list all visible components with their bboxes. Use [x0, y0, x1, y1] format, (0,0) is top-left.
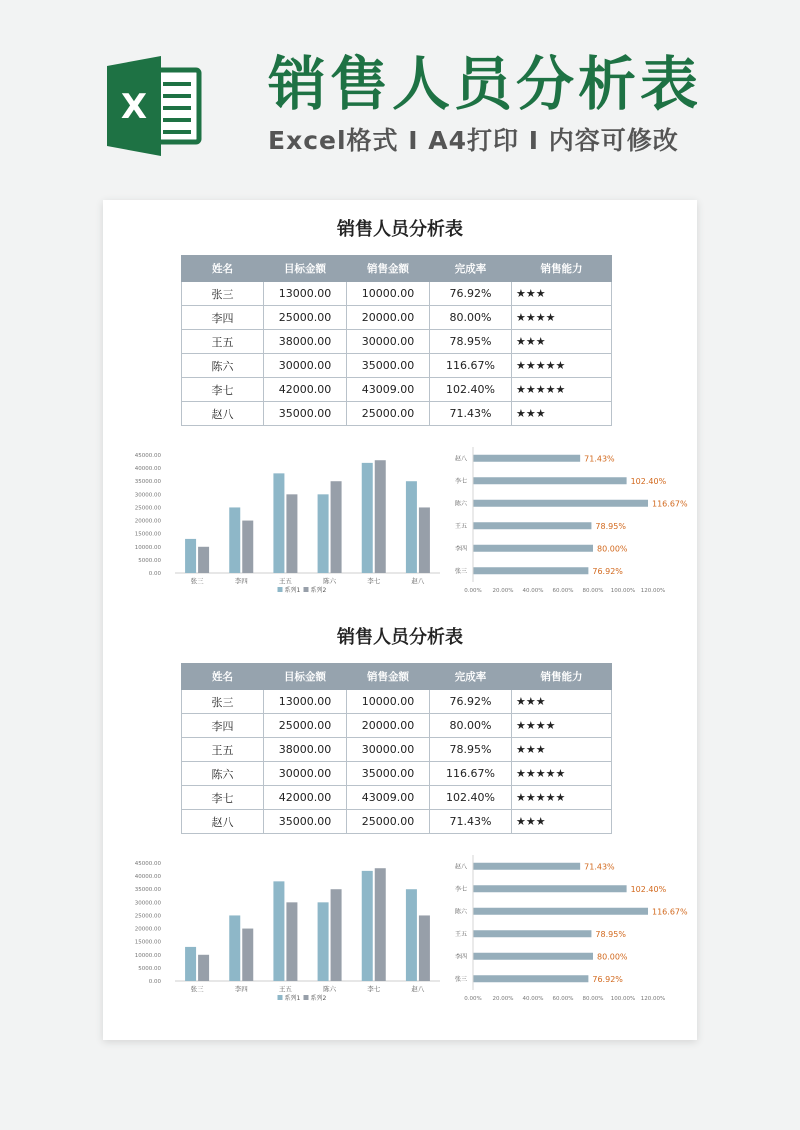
- cell-ability[interactable]: ★★★: [512, 738, 612, 762]
- bar-系列1-赵八: [406, 889, 417, 981]
- hbar-李七: [473, 885, 627, 892]
- x-tick-label: 王五: [278, 577, 292, 585]
- legend-swatch: [278, 587, 283, 592]
- y-tick-label: 20000.00: [134, 518, 161, 525]
- legend-label: 系列2: [310, 995, 327, 1002]
- bar-系列1-李四: [229, 507, 240, 573]
- cell-sales[interactable]: 35000.00: [347, 354, 430, 378]
- cell-name[interactable]: 张三: [182, 282, 264, 306]
- cell-ability[interactable]: ★★★: [512, 690, 612, 714]
- cell-ability[interactable]: ★★★★★: [512, 786, 612, 810]
- cell-rate[interactable]: 116.67%: [430, 354, 512, 378]
- header-ability: 销售能力: [512, 256, 612, 282]
- y-tick-label: 0.00: [148, 571, 161, 577]
- y-tick-label: 40000.00: [134, 874, 161, 881]
- table-row: [182, 378, 612, 402]
- hbar-王五: [473, 930, 591, 937]
- table-row: [182, 786, 612, 810]
- hbar-赵八: [473, 863, 580, 870]
- cell-sales[interactable]: 30000.00: [347, 738, 430, 762]
- y-tick-label: 25000.00: [134, 505, 161, 512]
- cell-ability[interactable]: ★★★: [512, 402, 612, 426]
- cell-target[interactable]: 42000.00: [264, 786, 347, 810]
- cell-name[interactable]: 张三: [182, 690, 264, 714]
- cell-ability[interactable]: ★★★★★: [512, 378, 612, 402]
- x-tick-label: 李七: [367, 577, 381, 585]
- bar-系列2-王五: [286, 902, 297, 981]
- y-tick-label: 40000.00: [134, 466, 161, 473]
- sales-bar-chart: [123, 853, 453, 1013]
- cell-target[interactable]: 30000.00: [264, 762, 347, 786]
- cell-name[interactable]: 李四: [182, 714, 264, 738]
- x-tick-label: 60.00%: [552, 996, 574, 1002]
- cell-sales[interactable]: 10000.00: [347, 282, 430, 306]
- x-tick-label: 0.00%: [464, 588, 482, 594]
- cell-target[interactable]: 25000.00: [264, 306, 347, 330]
- sales-table: [181, 663, 612, 834]
- y-category-label: 张三: [454, 567, 467, 575]
- x-tick-label: 20.00%: [492, 996, 514, 1002]
- cell-sales[interactable]: 25000.00: [347, 810, 430, 834]
- y-category-label: 赵八: [454, 455, 467, 463]
- y-tick-label: 10000.00: [134, 952, 161, 959]
- completion-rate-chart: [443, 853, 688, 1003]
- cell-rate[interactable]: 80.00%: [430, 306, 512, 330]
- sales-table: [181, 255, 612, 426]
- y-tick-label: 10000.00: [134, 544, 161, 551]
- x-tick-label: 120.00%: [640, 588, 666, 594]
- x-tick-label: 60.00%: [552, 588, 574, 594]
- data-label: 116.67%: [652, 499, 688, 509]
- y-category-label: 李七: [454, 885, 467, 893]
- x-tick-label: 李四: [234, 985, 248, 993]
- y-tick-label: 15000.00: [134, 531, 161, 538]
- cell-sales[interactable]: 20000.00: [347, 714, 430, 738]
- y-category-label: 王五: [454, 522, 467, 530]
- cell-name[interactable]: 陈六: [182, 762, 264, 786]
- cell-sales[interactable]: 20000.00: [347, 306, 430, 330]
- legend-label: 系列1: [284, 995, 301, 1002]
- cell-sales[interactable]: 25000.00: [347, 402, 430, 426]
- x-tick-label: 0.00%: [464, 996, 482, 1002]
- bar-系列2-李七: [375, 868, 386, 981]
- bar-系列2-赵八: [419, 507, 430, 573]
- bar-系列1-王五: [273, 881, 284, 981]
- legend-swatch: [304, 995, 309, 1000]
- cell-ability[interactable]: ★★★: [512, 330, 612, 354]
- completion-rate-chart: [443, 445, 688, 595]
- y-category-label: 赵八: [454, 863, 467, 871]
- page-title: 销售人员分析表: [268, 50, 703, 118]
- cell-rate[interactable]: 80.00%: [430, 714, 512, 738]
- cell-target[interactable]: 35000.00: [264, 402, 347, 426]
- bar-系列2-李四: [242, 929, 253, 981]
- legend-label: 系列1: [284, 587, 301, 594]
- data-label: 76.92%: [592, 566, 623, 576]
- cell-ability[interactable]: ★★★: [512, 810, 612, 834]
- cell-sales[interactable]: 43009.00: [347, 378, 430, 402]
- y-tick-label: 15000.00: [134, 939, 161, 946]
- cell-rate[interactable]: 116.67%: [430, 762, 512, 786]
- y-tick-label: 30000.00: [134, 492, 161, 499]
- sheet-section-1: [103, 200, 697, 600]
- x-tick-label: 陈六: [323, 985, 337, 993]
- header-target: 目标金额: [264, 256, 347, 282]
- hbar-陈六: [473, 908, 648, 915]
- cell-ability[interactable]: ★★★★★: [512, 354, 612, 378]
- table-row: [182, 738, 612, 762]
- cell-rate[interactable]: 102.40%: [430, 378, 512, 402]
- bar-系列1-李七: [362, 871, 373, 981]
- table-row: [182, 690, 612, 714]
- cell-name[interactable]: 陈六: [182, 354, 264, 378]
- table-row: [182, 330, 612, 354]
- data-label: 102.40%: [630, 476, 667, 486]
- cell-target[interactable]: 35000.00: [264, 810, 347, 834]
- logo-letter: X: [120, 87, 148, 127]
- cell-name[interactable]: 赵八: [182, 810, 264, 834]
- y-category-label: 陈六: [454, 908, 467, 916]
- header-sales: 销售金额: [347, 664, 430, 690]
- cell-ability[interactable]: ★★★: [512, 282, 612, 306]
- hbar-赵八: [473, 455, 580, 462]
- data-label: 71.43%: [584, 862, 615, 872]
- bar-系列1-张三: [185, 539, 196, 573]
- legend-swatch: [304, 587, 309, 592]
- table-row: [182, 306, 612, 330]
- cell-name[interactable]: 李七: [182, 378, 264, 402]
- cell-ability[interactable]: ★★★★: [512, 714, 612, 738]
- bar-系列1-陈六: [318, 902, 329, 981]
- y-tick-label: 45000.00: [134, 861, 161, 867]
- bar-系列1-张三: [185, 947, 196, 981]
- data-label: 80.00%: [597, 952, 628, 962]
- table-row: [182, 810, 612, 834]
- hbar-张三: [473, 567, 588, 574]
- cell-sales[interactable]: 35000.00: [347, 762, 430, 786]
- cell-target[interactable]: 42000.00: [264, 378, 347, 402]
- header-target: 目标金额: [264, 664, 347, 690]
- hbar-王五: [473, 522, 591, 529]
- bar-系列2-张三: [198, 955, 209, 981]
- sheet-section-2: [103, 608, 697, 1008]
- y-tick-label: 25000.00: [134, 913, 161, 920]
- y-tick-label: 20000.00: [134, 926, 161, 933]
- x-tick-label: 20.00%: [492, 588, 514, 594]
- sales-bar-chart: [123, 445, 453, 605]
- cell-rate[interactable]: 76.92%: [430, 690, 512, 714]
- header-rate: 完成率: [430, 256, 512, 282]
- data-label: 80.00%: [597, 544, 628, 554]
- page-subtitle: Excel格式 I A4打印 I 内容可修改: [268, 126, 679, 155]
- cell-rate[interactable]: 78.95%: [430, 330, 512, 354]
- y-tick-label: 30000.00: [134, 900, 161, 907]
- y-category-label: 李四: [454, 545, 467, 553]
- cell-ability[interactable]: ★★★★: [512, 306, 612, 330]
- x-tick-label: 李七: [367, 985, 381, 993]
- x-tick-label: 王五: [278, 985, 292, 993]
- data-label: 78.95%: [595, 929, 626, 939]
- cell-name[interactable]: 王五: [182, 738, 264, 762]
- bar-系列2-王五: [286, 494, 297, 573]
- cell-target[interactable]: 13000.00: [264, 282, 347, 306]
- sheet-title: 销售人员分析表: [337, 627, 463, 648]
- y-tick-label: 5000.00: [138, 557, 161, 564]
- y-tick-label: 45000.00: [134, 453, 161, 459]
- cell-name[interactable]: 王五: [182, 330, 264, 354]
- x-tick-label: 40.00%: [522, 588, 544, 594]
- bar-系列1-赵八: [406, 481, 417, 573]
- hbar-张三: [473, 975, 588, 982]
- x-tick-label: 陈六: [323, 577, 337, 585]
- bar-系列2-李七: [375, 460, 386, 573]
- a4-paper: [103, 200, 697, 1040]
- cell-sales[interactable]: 10000.00: [347, 690, 430, 714]
- x-tick-label: 赵八: [411, 985, 425, 993]
- x-tick-label: 100.00%: [610, 588, 636, 594]
- table-row: [182, 354, 612, 378]
- bar-系列2-陈六: [331, 481, 342, 573]
- excel-logo-icon: [103, 56, 203, 156]
- cell-ability[interactable]: ★★★★★: [512, 762, 612, 786]
- header-ability: 销售能力: [512, 664, 612, 690]
- header-name: 姓名: [182, 256, 264, 282]
- x-tick-label: 张三: [190, 985, 204, 993]
- hbar-陈六: [473, 500, 648, 507]
- table-row: [182, 714, 612, 738]
- hbar-李七: [473, 477, 627, 484]
- bar-系列2-李四: [242, 521, 253, 573]
- cell-sales[interactable]: 30000.00: [347, 330, 430, 354]
- bar-系列2-张三: [198, 547, 209, 573]
- cell-target[interactable]: 30000.00: [264, 354, 347, 378]
- data-label: 116.67%: [652, 907, 688, 917]
- y-tick-label: 35000.00: [134, 887, 161, 894]
- header-sales: 销售金额: [347, 256, 430, 282]
- data-label: 78.95%: [595, 521, 626, 531]
- y-category-label: 李四: [454, 953, 467, 961]
- x-tick-label: 100.00%: [610, 996, 636, 1002]
- bar-系列2-陈六: [331, 889, 342, 981]
- table-header-row: [182, 664, 612, 690]
- cell-target[interactable]: 13000.00: [264, 690, 347, 714]
- table-row: [182, 282, 612, 306]
- cell-name[interactable]: 李四: [182, 306, 264, 330]
- legend-swatch: [278, 995, 283, 1000]
- x-tick-label: 李四: [234, 577, 248, 585]
- cell-rate[interactable]: 78.95%: [430, 738, 512, 762]
- legend-label: 系列2: [310, 587, 327, 594]
- data-label: 71.43%: [584, 454, 615, 464]
- cell-target[interactable]: 38000.00: [264, 330, 347, 354]
- x-tick-label: 80.00%: [582, 588, 604, 594]
- cell-rate[interactable]: 102.40%: [430, 786, 512, 810]
- cell-name[interactable]: 赵八: [182, 402, 264, 426]
- sheet-title: 销售人员分析表: [337, 219, 463, 240]
- x-tick-label: 赵八: [411, 577, 425, 585]
- cell-rate[interactable]: 71.43%: [430, 810, 512, 834]
- cell-target[interactable]: 38000.00: [264, 738, 347, 762]
- x-tick-label: 80.00%: [582, 996, 604, 1002]
- cell-target[interactable]: 25000.00: [264, 714, 347, 738]
- y-tick-label: 0.00: [148, 979, 161, 985]
- y-tick-label: 5000.00: [138, 965, 161, 972]
- data-label: 102.40%: [630, 884, 667, 894]
- bar-系列1-陈六: [318, 494, 329, 573]
- bar-系列1-李四: [229, 915, 240, 981]
- x-tick-label: 40.00%: [522, 996, 544, 1002]
- data-label: 76.92%: [592, 974, 623, 984]
- cell-name[interactable]: 李七: [182, 786, 264, 810]
- cell-rate[interactable]: 76.92%: [430, 282, 512, 306]
- hbar-李四: [473, 953, 593, 960]
- x-tick-label: 120.00%: [640, 996, 666, 1002]
- y-category-label: 张三: [454, 975, 467, 983]
- x-tick-label: 张三: [190, 577, 204, 585]
- bar-系列1-王五: [273, 473, 284, 573]
- bar-系列2-赵八: [419, 915, 430, 981]
- header-name: 姓名: [182, 664, 264, 690]
- y-category-label: 陈六: [454, 500, 467, 508]
- header-rate: 完成率: [430, 664, 512, 690]
- cell-sales[interactable]: 43009.00: [347, 786, 430, 810]
- cell-rate[interactable]: 71.43%: [430, 402, 512, 426]
- y-category-label: 李七: [454, 477, 467, 485]
- bar-系列1-李七: [362, 463, 373, 573]
- y-tick-label: 35000.00: [134, 479, 161, 486]
- table-header-row: [182, 256, 612, 282]
- hbar-李四: [473, 545, 593, 552]
- table-row: [182, 762, 612, 786]
- table-row: [182, 402, 612, 426]
- y-category-label: 王五: [454, 930, 467, 938]
